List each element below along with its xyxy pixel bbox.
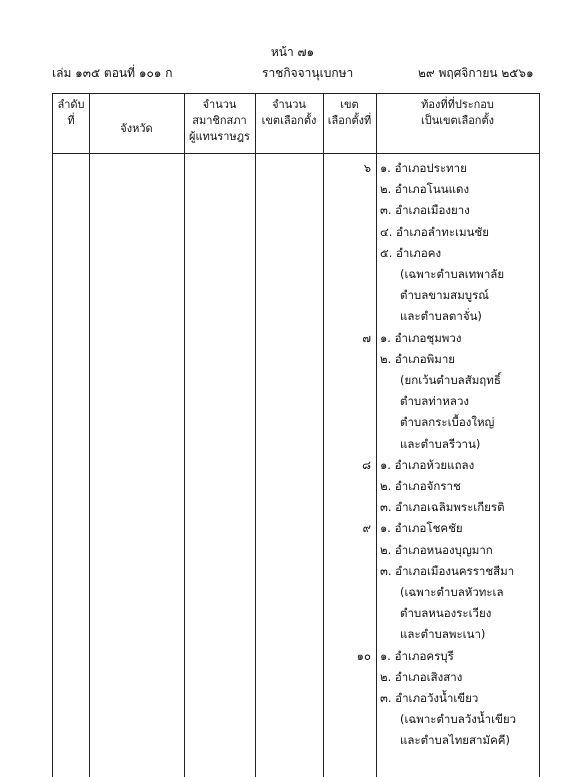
district-number: ๑๐ (356, 648, 371, 663)
district-area-line: ๑. อำเภอประทาย (380, 161, 467, 175)
district-area-line: ๕. อำเภอคง (380, 245, 442, 260)
publication-date: ๒๙ พฤศจิกายน ๒๕๖๑ (418, 66, 534, 80)
district-area-line: ๓. อำเภอวังน้ำเขียว (380, 691, 479, 705)
district-area-line: (เฉพาะตำบลหัวทะเล (400, 585, 504, 599)
volume-issue: เล่ม ๑๓๕ ตอนที่ ๑๐๑ ก (52, 66, 173, 80)
column-header-district-no: เขต เลือกตั้งที่ (327, 98, 372, 127)
column-header-members: จำนวน สมาชิกสภา ผู้แทนราษฎร (189, 98, 250, 143)
district-area-line: ตำบลขามสมบูรณ์ (400, 288, 489, 303)
district-area-line: ๓. อำเภอเฉลิมพระเกียรติ (380, 500, 505, 515)
district-area-line: ๒. อำเภอโนนแดง (380, 182, 470, 197)
district-area-line: (เฉพาะตำบลวังน้ำเขียว (400, 712, 517, 727)
district-area-line: ๒. อำเภอพิมาย (380, 351, 456, 366)
column-divider (376, 94, 377, 777)
district-area-line: และตำบลพะเนา) (400, 627, 486, 642)
district-area-line: ๑. อำเภอครบุรี (380, 648, 454, 663)
publication-name: ราชกิจจานุเบกษา (262, 66, 354, 80)
district-area-line: ตำบลหนองระเวียง (400, 606, 492, 621)
district-number: ๖ (363, 161, 371, 175)
district-number: ๙ (362, 521, 371, 536)
district-area-line: ๑. อำเภอห้วยแถลง (380, 457, 475, 472)
district-area-line: ๑. อำเภอชุมพวง (380, 330, 462, 345)
district-number: ๗ (362, 330, 371, 345)
column-header-areas: ท้องที่ที่ประกอบ เป็นเขตเลือกตั้ง (421, 98, 494, 127)
column-divider (323, 94, 324, 777)
district-area-line: ตำบลท่าหลวง (400, 394, 470, 409)
district-area-line: (เฉพาะตำบลเทพาลัย (400, 267, 505, 281)
district-number: ๘ (362, 457, 371, 472)
district-area-line: ๓. อำเภอเมืองนครราชสีมา (380, 563, 515, 578)
district-area-line: ๒. อำเภอเสิงสาง (380, 669, 463, 684)
district-area-line: ตำบลกระเบื้องใหญ่ (400, 415, 495, 430)
column-divider (184, 94, 185, 777)
column-divider (89, 94, 90, 777)
constituency-table (52, 93, 540, 777)
district-area-line: และตำบลรีวาน) (400, 436, 481, 451)
district-area-line: (ยกเว้นตำบลสัมฤทธิ์ (400, 373, 501, 387)
district-area-line: ๑. อำเภอโชคชัย (380, 521, 463, 536)
district-area-line: และตำบลตาจั่น) (400, 309, 482, 324)
district-area-line: ๔. อำเภอลำทะเมนชัย (380, 224, 489, 239)
page-number: หน้า ๗๑ (270, 45, 315, 59)
district-area-line: ๒. อำเภอจักราช (380, 479, 461, 493)
district-area-line: ๒. อำเภอหนองบุญมาก (380, 542, 493, 557)
column-header-province: จังหวัด (120, 122, 153, 135)
column-header-order: ลำดับ ที่ (57, 98, 85, 127)
header-divider (53, 153, 539, 154)
column-header-district-count: จำนวน เขตเลือกตั้ง (261, 98, 317, 127)
district-area-line: ๓. อำเภอเมืองยาง (380, 203, 470, 218)
column-divider (255, 94, 256, 777)
district-area-line: และตำบลไทยสามัคคี) (400, 733, 510, 748)
